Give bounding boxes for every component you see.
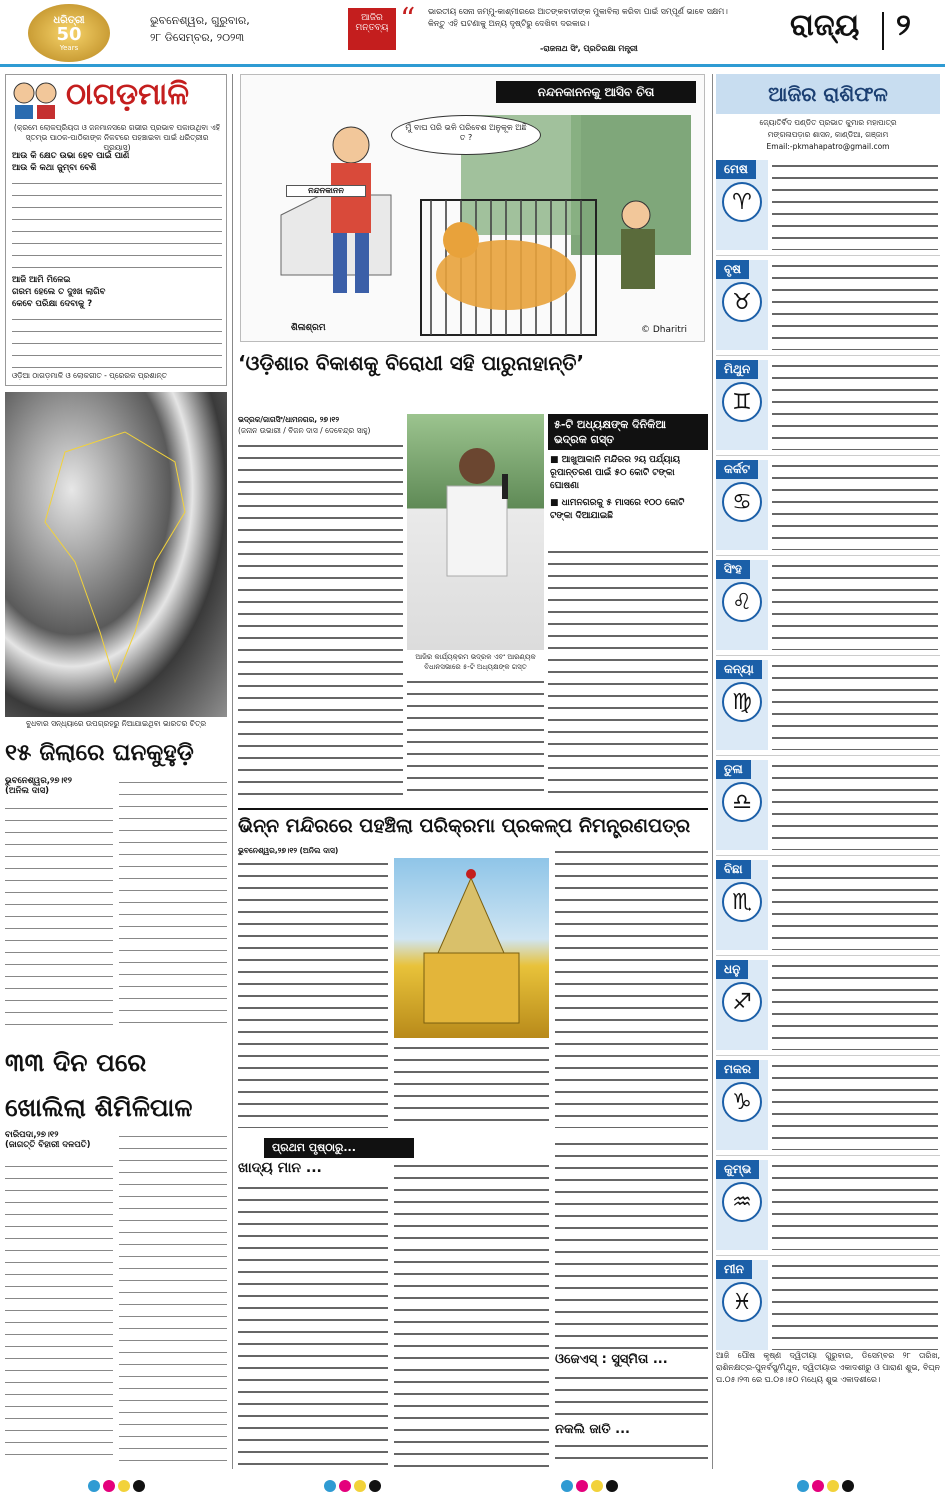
side-point-1-text: ଆଖୁଆକାନି ମନ୍ଦିରର ୨ୟ ପର୍ଯ୍ୟାୟ ରୂପାନ୍ତରଣ ପାଇଁ ୫୦ କୋଟି ଟଙ୍କା ଘୋଷଣା: [550, 455, 681, 491]
speech-text: ମୁଁ ବାଘ ପରି ଭଳି ପରିବେଶ ଅନୁକୂଳ ଅଛି ତ ?: [405, 123, 527, 142]
cartoon-artist: ଶିଳାଶ୍ରମ: [291, 323, 326, 333]
rashi-item: [716, 856, 940, 956]
masthead-rule: [0, 64, 945, 67]
rashi-item: [716, 1256, 940, 1355]
dateline: ଭୁବନେଶ୍ୱର, ଗୁରୁବାର, ୨୮ ଡିସେମ୍ବର, ୨୦୨୩: [150, 14, 250, 44]
rashi-item: [716, 156, 940, 256]
rashi-item: [716, 956, 940, 1056]
rashi-item: [716, 256, 940, 356]
cartoon-credit: © Dharitri: [641, 325, 687, 335]
rashi-item: [716, 556, 940, 656]
rashi-text: [772, 1260, 938, 1350]
similipal-byline: (ଜାଗତ୍ତି ବିହାରୀ ଦଳପତି): [5, 1140, 91, 1150]
lead-body-col2: [407, 676, 544, 800]
rashi-name: କୁମ୍ଭ: [716, 1160, 759, 1179]
quote-mark-icon: “: [400, 2, 416, 37]
bullet-icon: ■: [550, 498, 562, 508]
rashi-name: ମେଷ: [716, 160, 756, 179]
side-title: ୫-ଟି ଅଧ୍ୟକ୍ଷଙ୍କ ଦିନିକିଆ ଭଦ୍ରକ ଗସ୍ତ: [548, 414, 708, 450]
rashi-text: [772, 960, 938, 1050]
rashifal-address: ମଙ୍ଗଳାପଡ଼ାର ଶାସନ, କାଣ୍ଡିଆ, ଗଞ୍ଜାମ: [767, 130, 889, 139]
satellite-caption: ବୁଧବାର ସନ୍ଧ୍ୟାରେ ଉପଗ୍ରହରୁ ନିଆଯାଇଥିବା ଭାରତର ଚିତ୍ର: [25, 719, 207, 728]
side-point-2: [548, 493, 708, 523]
rashi-name: ମୀନ: [716, 1260, 752, 1279]
side-point-1: [548, 450, 708, 493]
lead-dateline-text: ଭଦ୍ରକ/ଜାଗସିଂ/ଧାମନଗର, ୨୭।୧୨: [238, 415, 340, 424]
lead-headline: ‘ଓଡ଼ିଶାର ବିକାଶକୁ ବିରୋଧୀ ସହି ପାରୁନାହାନ୍ତି’: [238, 351, 585, 375]
temple-dateline-text: ଭୁବନେଶ୍ୱର,୨୭।୧୨: [238, 846, 298, 855]
front-item-2-title: ଓଜେଏସ୍ : ସୁସ୍ମିତା ...: [555, 1352, 668, 1367]
lead-byline: (ଜନାନ ଉଭାରୀ / ବିଜନ ଦାସ / ଦେବେନ୍ଦ୍ର ସାହୁ): [238, 426, 371, 435]
satellite-image: [5, 392, 227, 717]
rashi-text: [772, 560, 938, 650]
temple-body-col3: [555, 846, 708, 1128]
logo-text: ଧରିତ୍ରୀ: [53, 14, 85, 26]
lead-side-box: [548, 414, 708, 540]
section-divider: [882, 12, 884, 50]
quote-tag: [348, 8, 396, 50]
rashi-item: [716, 456, 940, 556]
page-number: ୨: [896, 8, 911, 43]
rashi-name: ସିଂହ: [716, 560, 750, 579]
section-name: ରାଜ୍ୟ: [790, 8, 860, 43]
pisces-icon: ♓: [722, 1282, 762, 1322]
rashi-text: [772, 160, 938, 250]
front-item-3-title: ନକଲି ଜାତି ...: [555, 1422, 630, 1437]
similipal-dateline-text: ବାରିପଦା,୨୭।୧୨: [5, 1130, 59, 1140]
left-column-rule: [232, 74, 233, 1469]
rashi-text: [772, 1060, 938, 1150]
cartoon-title: ନନ୍ଦନକାନନକୁ ଆସିବ ଚିତା: [496, 81, 696, 103]
speech-bubble: [391, 115, 541, 155]
cancer-icon: ♋: [722, 482, 762, 522]
temple-photo: [394, 858, 549, 1038]
lead-body-col1: [238, 440, 403, 800]
temple-dateline: [238, 846, 468, 856]
sign-board: ନନ୍ଦନକାନନ: [286, 185, 366, 197]
scorpio-icon: ♏: [722, 882, 762, 922]
rashi-item: [716, 1056, 940, 1156]
quote-tag-line1: ଆଜିର: [361, 13, 383, 23]
capricorn-icon: ♑: [722, 1082, 762, 1122]
lead-photo: [407, 414, 544, 650]
rashi-name: କନ୍ୟା: [716, 660, 762, 679]
similipal-dateline: [5, 1130, 115, 1150]
poem2-sub: ଗରମ ହେଲେ ତ ଦୁଃଖ ଲାଗିବ: [12, 287, 106, 297]
registration-marks: [324, 1477, 384, 1496]
rashi-item: [716, 356, 940, 456]
registration-marks: [797, 1477, 857, 1496]
rashi-name: ଧନୁ: [716, 960, 748, 979]
similipal-body-col2: [119, 1130, 227, 1466]
sagittarius-icon: ♐: [722, 982, 762, 1022]
logo-sub: Years: [59, 43, 79, 52]
fog-dateline: [5, 776, 115, 796]
front-item-1-body: [238, 1182, 388, 1468]
fog-body-col2: [119, 776, 227, 1030]
side-point-2-text: ଧାମନଗରକୁ ୫ ମାସରେ ୧୦୦ କୋଟି ଟଙ୍କା ଦିଆଯାଇଛି: [550, 498, 685, 521]
lead-body-col3: [548, 546, 708, 800]
poem2-body: [12, 313, 222, 371]
rashi-name: ବୃଷ: [716, 260, 749, 279]
column-credit: ଓଡ଼ିଆ ଠାଗଡ଼ମାଳି ଓ ଲୋକଗୀତ - ପ୍ରେରକ ପ୍ରଶାନ୍ତ: [12, 371, 168, 380]
temple-byline: (ଅନିଲ ଦାସ): [299, 846, 339, 855]
rashifal-list: [716, 156, 940, 1346]
column-intro: (କ୍ରମେ ଲୋକପ୍ରିୟତା ଓ ଜନମାନସରେ ଗଭୀର ପ୍ରଭାବ ପକାଉଥିବା ଏହି ସ୍ତମ୍ଭ ପାଠକ-ପାଠିକାଙ୍କ ନିକଟରେ ପହଞ୍ଚାଇବା ପାଇଁ ଧରିତ୍ରୀର ପ୍ରୟାସ): [13, 123, 221, 152]
front-item-1-body-col3: [555, 1138, 708, 1350]
quote-text: ଭାରତୀୟ ସେନା ଜମ୍ମୁ-କାଶ୍ମୀରରେ ଆତଙ୍କବାଦୀଙ୍କ ମୁକାବିଲା କରିବା ପାଇଁ ସମ୍ପୂର୍ଣ ଭାବେ ସକ୍ଷମ। କିନ୍ତୁ ଏହି ଘଟଣାକୁ ଅନ୍ୟ ଦୃଷ୍ଟିରୁ ଦେଖିବା ଦରକାର।: [428, 7, 728, 28]
rashi-name: ମିଥୁନ: [716, 360, 758, 379]
rashi-name: କର୍କଟ: [716, 460, 758, 479]
taurus-icon: ♉: [722, 282, 762, 322]
similipal-headline: ୩୩ ଦିନ ପରେ ଖୋଲିଲା ଶିମିଳିପାଳ: [5, 1048, 193, 1122]
fog-headline: ୧୫ ଜିଲାରେ ଘନକୁହୁଡ଼ି: [5, 740, 194, 766]
poem1-title: ଆଉ କି କ୍ଷେତ ଉଭା ହେବ ପାଇଁ ପାଣି: [12, 151, 130, 161]
rashifal-title: ଆଜିର ରାଶିଫଳ: [716, 74, 940, 114]
fog-byline: (ଅନିଲ ଦାସ): [5, 786, 50, 796]
similipal-body: [5, 1160, 113, 1466]
fog-dateline-text: ଭୁବନେଶ୍ୱର,୨୭।୧୨: [5, 776, 72, 786]
front-item-1-body-col2: [394, 1160, 549, 1468]
gemini-icon: ♊: [722, 382, 762, 422]
poem1-sub: ଆଉ କି କଥା ଜୁମ୍ବା ବେଶି: [12, 163, 97, 173]
quote-author: -ରାଜନାଥ ସିଂ, ପ୍ରତିରକ୍ଷା ମନ୍ତ୍ରୀ: [540, 44, 638, 53]
fog-body: [5, 802, 113, 1030]
rashi-name: ମକର: [716, 1060, 759, 1079]
aries-icon: ♈: [722, 182, 762, 222]
lead-dateline: [238, 414, 403, 436]
column-title: ଠାଗଡ଼ମାଳି: [66, 77, 190, 112]
rashi-text: [772, 260, 938, 350]
rashi-name: ବିଛା: [716, 860, 751, 879]
rashi-text: [772, 460, 938, 550]
front-item-3-body: [555, 1440, 708, 1468]
rashi-item: [716, 756, 940, 856]
thagadamali-box: [5, 74, 227, 386]
registration-marks: [88, 1477, 148, 1496]
rashi-text: [772, 660, 938, 750]
aquarius-icon: ♒: [722, 1182, 762, 1222]
front-item-2-body: [555, 1372, 708, 1422]
rashi-text: [772, 360, 938, 450]
rashi-name: ତୁଳା: [716, 760, 751, 779]
poem2-title: ଆଜି ଆମି ମିଳେଇ: [12, 275, 71, 285]
temple-headline: ଭିନ୍ନ ମନ୍ଦିରରେ ପହଞ୍ଚିଲା ପରିକ୍ରମା ପ୍ରକଳ୍ପ ନିମନ୍ତ୍ରଣପତ୍ର: [238, 808, 708, 842]
front-page-tag: ପ୍ରଥମ ପୃଷ୍ଠାରୁ...: [264, 1138, 414, 1158]
rashi-text: [772, 1160, 938, 1250]
quote-tag-line2: ମନ୍ତବ୍ୟ: [355, 23, 389, 33]
front-item-1-title: ଖାଦ୍ୟ ମାନ ...: [238, 1160, 322, 1176]
leo-icon: ♌: [722, 582, 762, 622]
libra-icon: ♎: [722, 782, 762, 822]
temple-body-col1: [238, 858, 388, 1128]
lead-photo-caption: ଆଜିର କାର୍ଯ୍ୟକ୍ରମ ଭଦ୍ରକ ଏବଂ ଆରଣ୍ୟକ ବିଧାନସଭାରେ ୫-ଟି ଅଧ୍ୟକ୍ଷଙ୍କ ଗସ୍ତ: [415, 653, 536, 671]
poem2-sub2: କେବେ ପରିକ୍ଷା ଦେବାକୁ ?: [12, 299, 93, 309]
registration-marks: [561, 1477, 621, 1496]
cartoon: [240, 74, 705, 342]
virgo-icon: ♍: [722, 682, 762, 722]
right-column-rule: [712, 74, 713, 1469]
india-outline-icon: [5, 392, 227, 717]
registration-strip: [0, 1474, 945, 1498]
logo-years: 50: [56, 23, 82, 45]
masthead: [0, 0, 945, 66]
anniversary-logo: [28, 4, 110, 62]
rashi-item: [716, 656, 940, 756]
bullet-icon: ■: [550, 455, 562, 465]
rashifal-astrologer: ଜ୍ୟୋତିର୍ବିଦ ପଣ୍ଡିତ ପ୍ରଭାତ କୁମାର ମହାପାତ୍ର: [759, 118, 897, 127]
caricature-icon: [10, 79, 60, 119]
rashifal-footer: ଆଜି ପୌଷ କୃଷ୍ଣ ଦ୍ୱିତୀୟା ଗୁରୁବାର, ଡିସେମ୍ବର ୨୮ ତାରିଖ, ରାଶିନକ୍ଷତ୍ର-ପୁନର୍ବସୁ/ମିଥୁନ, ଦ୍ୱିତୀୟାର ଏକାଦଶୀରୁ ଓ ପାରାଣ ଶୁଭ, ବିଘ୍ନ ଘ.୦୫।୨୩ ରେ ଘ.୦୫।୫୦ ମଧ୍ୟେ ଶୁଭ ଏକାଦଶୀରେ।: [716, 1351, 940, 1384]
rashi-item: [716, 1156, 940, 1256]
temple-body-col2: [394, 1042, 549, 1128]
rashi-text: [772, 860, 938, 950]
poem1-body: [12, 177, 222, 271]
rashi-text: [772, 760, 938, 850]
rashifal-email: Email:-pkmahapatro@gmail.com: [766, 142, 890, 151]
